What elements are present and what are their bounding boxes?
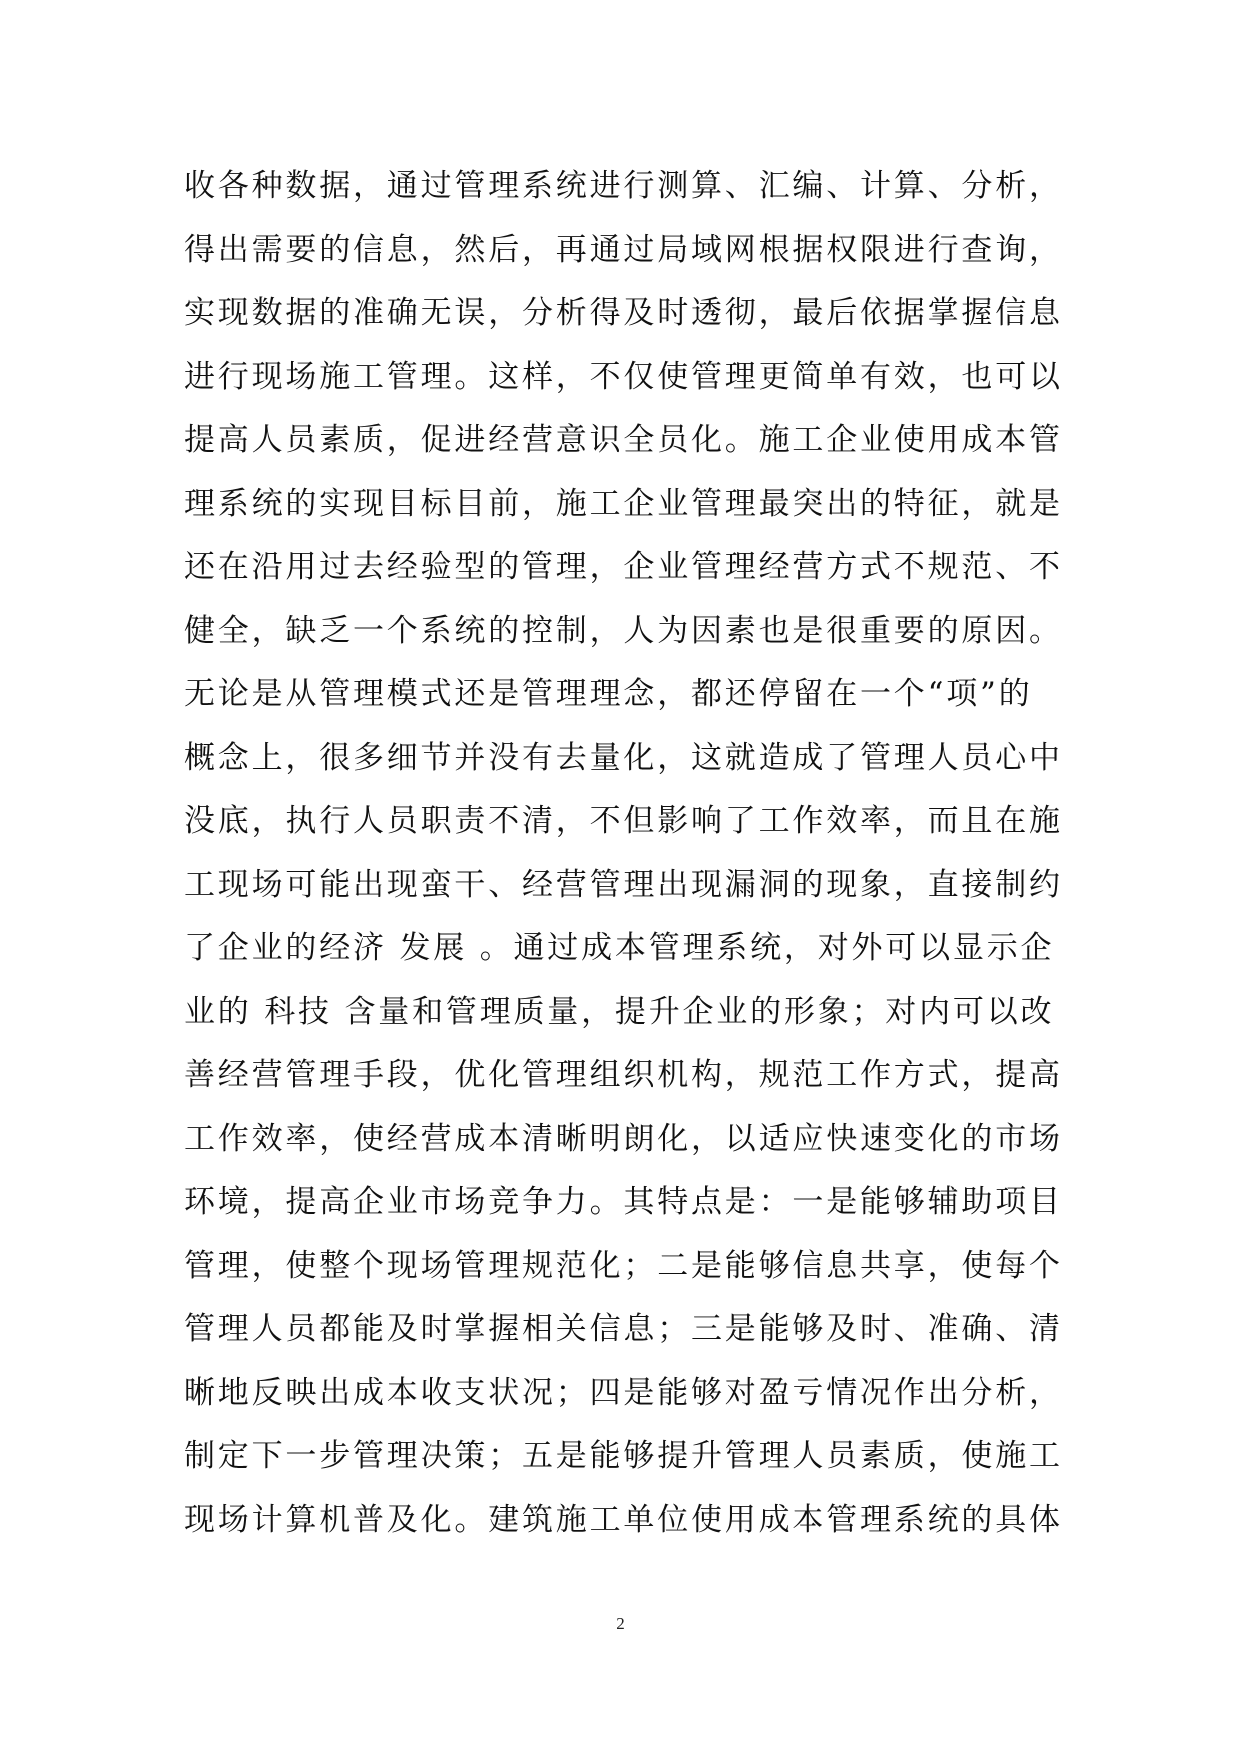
text-line: 业的 科技 含量和管理质量，提升企业的形象；对内可以改 <box>184 993 1055 1030</box>
text-line: 制定下一步管理决策；五是能够提升管理人员素质，使施工 <box>184 1438 1063 1474</box>
text-line: 无论是从管理模式还是管理理念，都还停留在一个“项”的 <box>184 676 1033 712</box>
text-line: 理系统的实现目标目前，施工企业管理最突出的特征，就是 <box>184 485 1063 522</box>
text-line: 得出需要的信息，然后，再通过局域网根据权限进行查询， <box>184 231 1063 268</box>
text-line: 了企业的经济 发展 。通过成本管理系统，对外可以显示企 <box>184 930 1055 966</box>
text-line: 晰地反映出成本收支状况；四是能够对盈亏情况作出分析， <box>184 1374 1063 1411</box>
text-line: 概念上，很多细节并没有去量化，这就造成了管理人员心中 <box>184 739 1063 776</box>
text-line: 管理人员都能及时掌握相关信息；三是能够及时、准确、清 <box>184 1311 1063 1347</box>
text-line: 管理，使整个现场管理规范化；二是能够信息共享，使每个 <box>184 1247 1063 1284</box>
text-line: 实现数据的准确无误，分析得及时透彻，最后依据掌握信息 <box>184 295 1063 331</box>
text-line: 收各种数据，通过管理系统进行测算、汇编、计算、分析， <box>184 168 1063 204</box>
page-number: 2 <box>616 1614 625 1633</box>
text-line: 环境，提高企业市场竞争力。其特点是：一是能够辅助项目 <box>184 1184 1063 1220</box>
text-line: 还在沿用过去经验型的管理，企业管理经营方式不规范、不 <box>184 549 1063 585</box>
text-line: 现场计算机普及化。建筑施工单位使用成本管理系统的具体 <box>184 1501 1063 1538</box>
text-line: 工作效率，使经营成本清晰明朗化，以适应快速变化的市场 <box>184 1120 1063 1157</box>
text-line: 没底，执行人员职责不清，不但影响了工作效率，而且在施 <box>184 803 1063 839</box>
text-line: 进行现场施工管理。这样，不仅使管理更简单有效，也可以 <box>184 358 1063 395</box>
text-line: 工现场可能出现蛮干、经营管理出现漏洞的现象，直接制约 <box>184 866 1063 903</box>
text-line: 健全，缺乏一个系统的控制，人为因素也是很重要的原因。 <box>184 612 1063 649</box>
text-line: 提高人员素质，促进经营意识全员化。施工企业使用成本管 <box>184 422 1063 458</box>
text-line: 善经营管理手段，优化管理组织机构，规范工作方式，提高 <box>184 1057 1063 1093</box>
body-text <box>184 155 1064 1552</box>
